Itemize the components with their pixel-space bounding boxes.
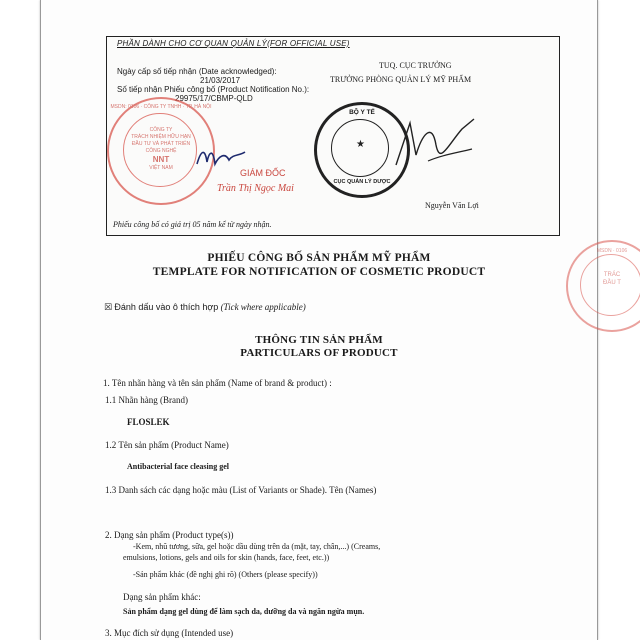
official-use-header: PHẦN DÀNH CHO CƠ QUAN QUẢN LÝ(FOR OFFICIAL USE) [117, 39, 350, 48]
item-2-option-a-line1: -Kem, nhũ tương, sữa, gel hoặc dầu dùng trên da (mặt, tay, chân,...) (Creams, [133, 542, 381, 551]
director-name: Trần Thị Ngọc Mai [217, 183, 294, 194]
document-title-vn: PHIẾU CÔNG BỐ SẢN PHẨM MỸ PHẨM [207, 252, 431, 264]
item-2-option-a-line2: emulsions, lotions, gels and oils for skin (hands, face, feet, etc.)) [123, 553, 330, 562]
section-title-vn: THÔNG TIN SẢN PHẨM [255, 334, 383, 346]
ministry-seal-bottom-text: CỤC QUẢN LÝ DƯỢC [333, 179, 391, 185]
item-1-1: 1.1 Nhãn hàng (Brand) [105, 395, 188, 405]
item-1-3: 1.3 Danh sách các dạng hoặc màu (List of Variants or Shade). Tên (Names) [105, 485, 377, 495]
company-stamp-line: CÔNG NGHỆ [145, 148, 177, 154]
item-1: 1. Tên nhãn hàng và tên sản phẩm (Name of brand & product) : [103, 378, 332, 388]
company-stamp-ring-text: MSDN: 0106 · CÔNG TY TNHH · TP. HÀ NỘI [110, 104, 212, 110]
company-stamp-line: ĐẦU TƯ VÀ PHÁT TRIỂN [131, 141, 191, 147]
section-title-en: PARTICULARS OF PRODUCT [240, 347, 398, 359]
authority-line-1: TUQ. CỤC TRƯỞNG [379, 61, 452, 70]
date-acknowledged-label: Ngày cấp số tiếp nhận (Date acknowledged): [117, 67, 277, 76]
tick-note-vn: Đánh dấu vào ô thích hợp [114, 302, 219, 312]
item-3: 3. Mục đích sử dụng (Intended use) [105, 628, 234, 638]
edge-stamp-line: ĐẦU T [603, 280, 621, 286]
edge-stamp-line: TRÁC [603, 272, 621, 278]
director-title: GIÁM ĐỐC [240, 168, 286, 178]
officer-name: Nguyễn Văn Lợi [425, 201, 479, 210]
ministry-seal-top-text: BỘ Y TẾ [349, 109, 375, 116]
official-use-box [106, 36, 560, 236]
item-2: 2. Dạng sản phẩm (Product type(s)) [105, 530, 234, 540]
other-type-label: Dạng sản phẩm khác: [123, 592, 201, 602]
other-type-value: Sản phẩm dạng gel dùng để làm sạch da, dưỡng da và ngăn ngừa mụn. [123, 607, 365, 616]
tick-note [104, 302, 306, 313]
edge-stamp-ring-text: MSDN · 0106 [596, 248, 628, 254]
document-page [40, 0, 598, 640]
date-acknowledged-value: 21/03/2017 [200, 76, 241, 85]
company-stamp-line: CÔNG TY [149, 127, 173, 133]
receipt-number-value: 29975/17/CBMP-QLD [175, 94, 253, 103]
tick-note-en: (Tick where applicable) [220, 302, 306, 312]
company-stamp-line: NNT [152, 155, 170, 164]
item-1-2: 1.2 Tên sản phẩm (Product Name) [105, 440, 229, 450]
receipt-number-label: Số tiếp nhận Phiếu công bố (Product Notification No.): [117, 85, 310, 94]
validity-note: Phiếu công bố có giá trị 05 năm kể từ ngày nhận. [113, 220, 272, 229]
company-stamp-line: VIỆT NAM [149, 165, 173, 171]
authority-line-2: TRƯỞNG PHÒNG QUẢN LÝ MỸ PHẨM [330, 75, 472, 84]
document-title-en: TEMPLATE FOR NOTIFICATION OF COSMETIC PRODUCT [152, 266, 486, 278]
checkbox-icon: ☒ [104, 303, 113, 313]
item-2-option-b: -Sản phẩm khác (đề nghị ghi rõ) (Others (please specify)) [133, 570, 318, 579]
emblem-star-icon: ★ [356, 139, 365, 150]
officer-signature [392, 115, 482, 175]
brand-value: FLOSLEK [127, 417, 170, 427]
company-stamp-line: TRÁCH NHIỆM HỮU HẠN [131, 134, 191, 140]
product-name-value: Antibacterial face cleasing gel [127, 462, 229, 471]
